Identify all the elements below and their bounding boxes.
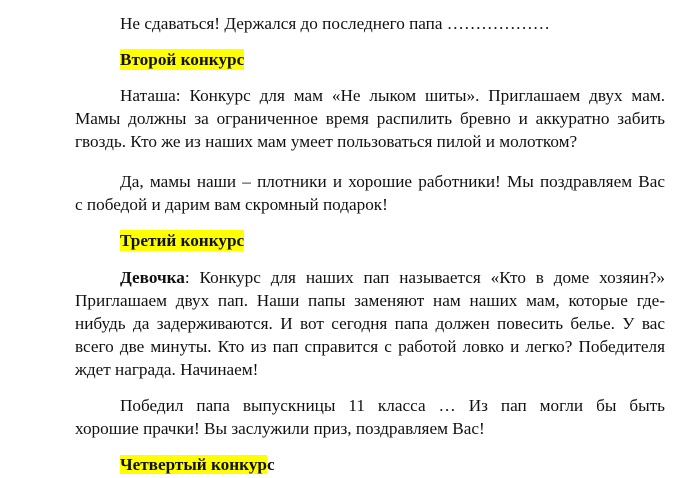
paragraph-line: [120, 266, 665, 289]
paragraph-line: хорошие прачки! Вы заслужили приз, поздравляем Вас!: [75, 419, 485, 438]
paragraph-line: Наташа: Конкурс для мам «Не лыком шиты». Приглашаем двух мам.: [120, 86, 665, 105]
section-heading-second-contest: Второй конкурс: [120, 50, 245, 69]
paragraph-line: Да, мамы наши – плотники и хорошие работники! Мы поздравляем Вас: [120, 172, 665, 191]
heading-highlighted-part: Четвертый конкур: [120, 455, 267, 474]
paragraph-line: Приглашаем двух пап. Наши папы заменяют нам наших мам, которые где-: [75, 291, 665, 310]
paragraph-line: ждет награда. Начинаем!: [75, 360, 259, 379]
heading-unhighlighted-part: с: [266, 455, 275, 474]
speaker-name: Девочка: [120, 268, 185, 287]
intro-line: Не сдаваться! Держался до последнего папа ………………: [120, 14, 550, 33]
paragraph-line: с победой и дарим вам скромный подарок!: [75, 195, 388, 214]
section-heading-fourth-contest: [120, 454, 275, 475]
paragraph-text: : Конкурс для наших пап называется «Кто в доме хозяин?»: [184, 268, 665, 287]
paragraph-line: Мамы должны за ограниченное время распилить бревно и аккуратно забить: [75, 109, 665, 128]
section-heading-third-contest: Третий конкурс: [120, 231, 245, 250]
paragraph-line: Победил папа выпускницы 11 класса … Из пап могли бы быть: [120, 396, 665, 415]
paragraph-line: всего две минуты. Кто из пап справится с работой ловко и легко? Победителя: [75, 337, 665, 356]
paragraph-line: гвоздь. Кто же из наших мам умеет пользоваться пилой и молотком?: [75, 132, 578, 151]
paragraph-line: нибудь да задерживаются. И вот сегодня папа должен повесить белье. У вас: [75, 314, 665, 333]
